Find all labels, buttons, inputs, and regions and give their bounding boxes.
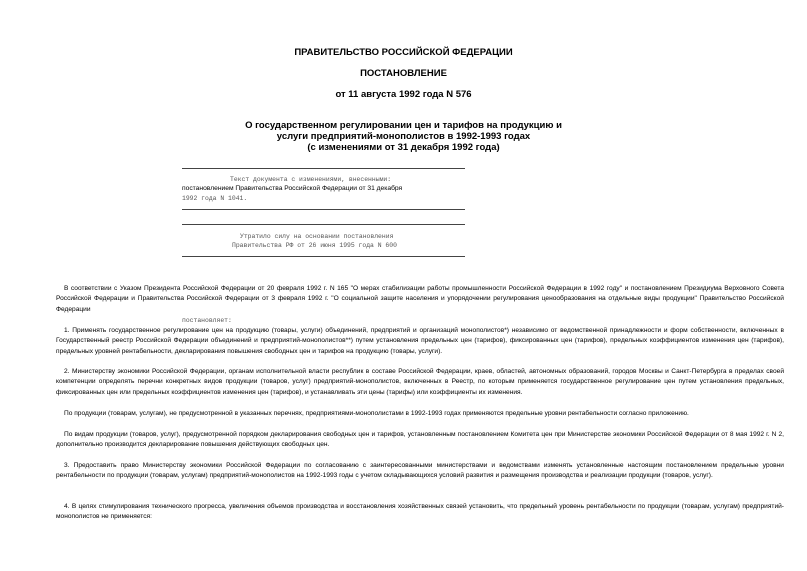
paragraph-3: 3. Предоставить право Министерству экономики Российской Федерации по согласованию с заинтересованными министерствами и ведомствами изменять установленные настоящим постановлением предельные уровни рентабельности по продукции (товарам, услугам) предприятий-монополистов на 1992-1993 годы с учетом складывающихся условий развития и размещения производства и реализации продукции (товаров, услуг). bbox=[56, 462, 784, 480]
amendment-note-line-1: Текст документа с изменениями, внесенными: bbox=[230, 176, 392, 183]
document-type-heading: ПОСТАНОВЛЕНИЕ bbox=[360, 68, 447, 79]
preamble-paragraph: В соответствии с Указом Президента Российской Федерации от 20 февраля 1992 г. N 165 "О мерах стабилизации работы промышленности Российской Федерации в 1992 году" и постановлением Президиума Верховного Совета Российской Федерации и Правительства Российской Федерации от 3 февраля 1992 г. "О социальной защите населения и упорядочении регулирования ценообразования на отдельные виды продукции" Правительство Российской Федерации bbox=[56, 285, 784, 313]
title-line-3: (с изменениями от 31 декабря 1992 года) bbox=[307, 142, 500, 153]
divider bbox=[182, 209, 465, 210]
paragraph-4: 4. В целях стимулирования технического прогресса, увеличения объемов производства и восстановления хозяйственных связей установить, что предельный уровень рентабельности по продукции (товарам, услугам) предприятий-монополистов не применяется: bbox=[56, 503, 784, 521]
amendment-note-line-3: 1992 года N 1041. bbox=[182, 195, 248, 202]
title-line-2: услуги предприятий-монополистов в 1992-1993 годах bbox=[276, 131, 531, 142]
repeal-note-line-1: Утратило силу на основании постановления bbox=[240, 233, 394, 240]
divider bbox=[182, 224, 465, 225]
divider bbox=[182, 256, 465, 257]
decrees-word: постановляет: bbox=[182, 317, 232, 324]
paragraph-2: 2. Министерству экономики Российской Федерации, органам исполнительной власти республик в составе Российской Федерации, краев, областей, автономных образований, городов Москвы и Санкт-Петербурга в пределах своей компетенции определять перечни конкретных видов продукции (товаров, услуг) предприятий-монополистов, включенных в Реестр, по которым применяется государственное регулирование цен путем установления предельных, фиксированных цен или предельных коэффициентов изменения цен (тарифов), и устанавливать эти цены (тарифы) или коэффициенты их изменения. bbox=[56, 368, 784, 396]
amendment-note-line-2: постановлением Правительства Российской Федерации от 31 декабря bbox=[182, 185, 403, 192]
repeal-note-line-2: Правительства РФ от 26 июня 1995 года N 600 bbox=[232, 242, 397, 249]
paragraph-1: 1. Применять государственное регулирование цен на продукцию (товары, услуги) объединений, предприятий и организаций монополистов*) независимо от ведомственной принадлежности и форм собственности, включенных в Государственный реестр Российской Федерации объединений и предприятий-монополистов**) путем установления предельных цен (тарифов), фиксированных цен (тарифов), предельных коэффициентов изменения цен (тарифов), предельных уровней рентабельности, декларирования повышения свободных цен и тарифов на продукцию (товары, услуги). bbox=[56, 327, 784, 355]
paragraph-2b: По продукции (товарам, услугам), не предусмотренной в указанных перечнях, предприятиями-монополистами в 1992-1993 годах применяются предельные уровни рентабельности согласно приложению. bbox=[64, 410, 689, 417]
date-number-heading: от 11 августа 1992 года N 576 bbox=[335, 89, 472, 100]
government-heading: ПРАВИТЕЛЬСТВО РОССИЙСКОЙ ФЕДЕРАЦИИ bbox=[294, 47, 513, 58]
paragraph-2c: По видам продукции (товаров, услуг), предусмотренной порядком декларирования свободных цен и тарифов, установленным постановлением Комитета цен при Министерстве экономики Российской Федерации от 8 мая 1992 г. N 2, дополнительно производится декларирование повышения действующих свободных цен. bbox=[56, 431, 784, 449]
title-line-1: О государственном регулировании цен и тарифов на продукцию и bbox=[245, 120, 562, 131]
divider bbox=[182, 168, 465, 169]
